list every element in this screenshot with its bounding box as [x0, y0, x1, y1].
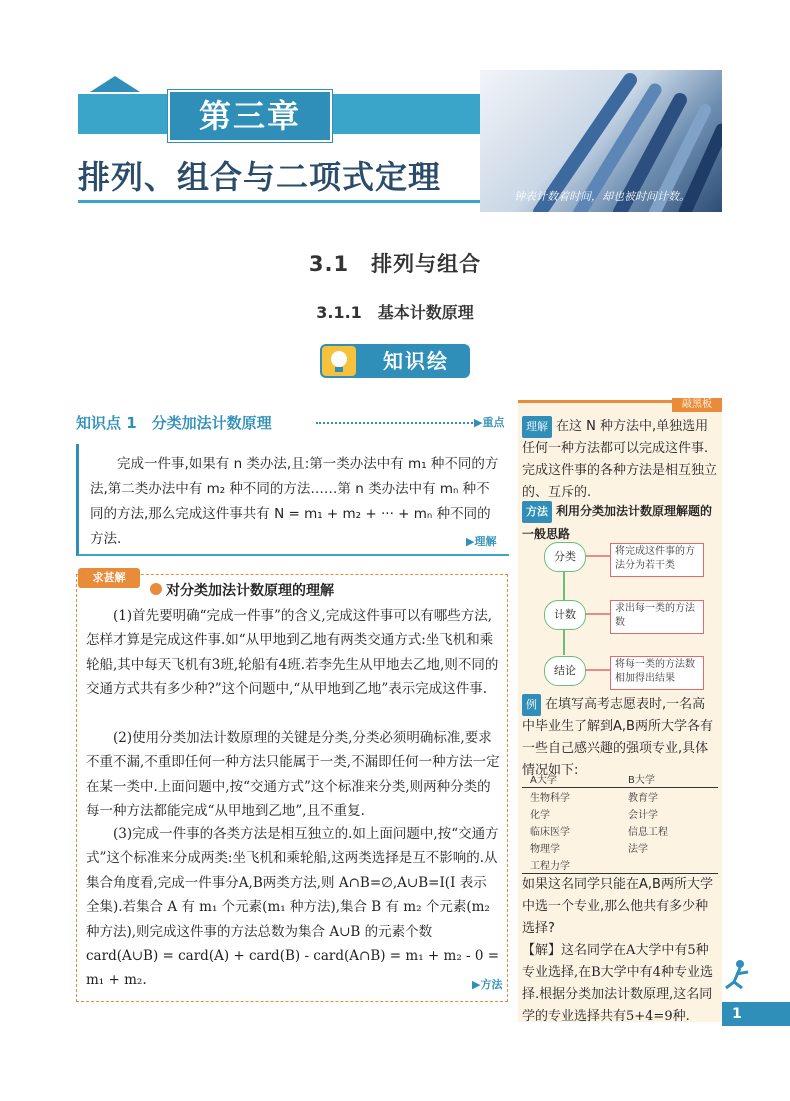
example-solution: 【解】这名同学在A大学中有5种专业选择,在B大学中有4种专业选择.根据分类加法计数原理,这名同学的专业选择共有5+4=9种. [522, 943, 713, 1024]
table-header: B大学 [628, 775, 655, 786]
sidebar-tag: 敲黑板 [672, 398, 722, 412]
explain-label: 求甚解 [78, 568, 140, 588]
table-cell: 教育学 [628, 793, 658, 804]
lightbulb-icon [322, 346, 356, 376]
chapter-label: 第三章 [198, 97, 301, 135]
flow-desc-conclusion: 将每一类的方法数相加得出结果 [610, 656, 704, 690]
knowledge-point-title: 知识点 1 分类加法计数原理 [76, 414, 272, 432]
understand-note [522, 416, 718, 504]
table-cell: 工程力学 [530, 861, 570, 872]
skater-icon [722, 958, 752, 998]
understand-text: 在这 N 种方法中,单独选用任何一种方法都可以完成这件事.完成这件事的各种方法是相互独立的、互斥的. [522, 419, 718, 500]
table-cell [620, 856, 718, 874]
table-header: A大学 [530, 775, 557, 786]
definition-text: 完成一件事,如果有 n 类办法,且:第一类办法中有 m₁ 种不同的方法,第二类办法中有 m₂ 种不同的方法……第 n 类办法中有 mₙ 种不同的方法,那么完成这件事共有 N = m₁ + m₂ + ··· + mₙ 种不同的方法. [90, 456, 499, 547]
table-cell: 临床医学 [530, 827, 570, 838]
method-text: 利用分类加法计数原理解题的一般思路 [522, 504, 713, 541]
example-question: 如果这名同学只能在A,B两所大学中选一个专业,那么他共有多少种选择? [522, 877, 713, 936]
example-chip: 例 [522, 694, 541, 716]
section-title: 3.1 排列与组合 [308, 252, 482, 276]
page-number: 1 [722, 1002, 790, 1026]
photo-caption: 钟表计数着时间，却也被时间计数。 [514, 190, 690, 203]
method-chip: 方法 [522, 501, 552, 523]
table-cell: 会计学 [628, 810, 658, 821]
table-cell: 法学 [628, 844, 648, 855]
table-cell: 信息工程 [628, 827, 668, 838]
badge-label: 知识绘 [383, 349, 449, 373]
flow-node-conclusion: 结论 [544, 656, 586, 686]
explain-paragraph-1: (1)首先要明确“完成一件事”的含义,完成这件事可以有哪些方法,怎样才算是完成这件事.如“从甲地到乙地有两类交通方式:坐飞机和乘轮船,其中每天飞机有3班,轮船有4班.若李先生从甲地去乙地,则不同的交通方式共有多少种?”这个问题中,“从甲地到乙地”表示完成这件事. [86, 608, 499, 698]
table-cell: 化学 [530, 810, 550, 821]
table-cell: 物理学 [530, 844, 560, 855]
explain-title: 对分类加法计数原理的理解 [166, 583, 334, 599]
flow-node-count: 计数 [544, 600, 586, 630]
flow-desc-count: 求出每一类的方法数 [610, 600, 704, 634]
example-note [522, 694, 718, 782]
chapter-title: 排列、组合与二项式定理 [78, 158, 442, 196]
explain-paragraph-3: (3)完成一件事的各类方法是相互独立的.如上面问题中,按“交通方式”这个标准来分成两类:坐飞机和乘轮船,这两类选择是互不影响的.从集合角度看,完成一件事分A,B两类方法,则 A∩B=∅,A∪B=I(I 表示全集).若集合 A 有 m₁ 个元素(m₁ 种方法),集合 B 有 m₂ 个元素(m₂ 种方法),则完成这件事的方法总数为集合 A∪B 的元素个数 card(A∪B) = card(A) + card(B) - card(A∩B) = m₁ + m₂ - 0 = m₁ + m₂. [86, 826, 500, 989]
key-tag: ▶重点 [474, 416, 505, 429]
example-text: 在填写高考志愿表时,一名高中毕业生了解到A,B两所大学各有一些自己感兴趣的强项专业,具体情况如下: [522, 697, 713, 778]
bullet-icon [150, 583, 162, 595]
method-note [522, 500, 718, 545]
understand-tag: ▶理解 [466, 535, 497, 548]
flow-node-classify: 分类 [544, 542, 586, 572]
title-underline [78, 200, 508, 203]
method-tag: ▶方法 [472, 978, 503, 991]
table-cell: 生物科学 [530, 793, 570, 804]
majors-table [522, 770, 718, 874]
understand-chip: 理解 [522, 416, 552, 438]
explain-paragraph-2: (2)使用分类加法计数原理的关键是分类,分类必须明确标准,要求不重不漏,不重即任何一种方法只能属于一类,不漏即任何一种方法一定在某一类中.上面问题中,按“交通方式”这个标准来分类,则两种分类的每一种方法都能完成“从甲地到乙地”,且不重复. [86, 730, 500, 820]
subsection-title: 3.1.1 基本计数原理 [316, 303, 474, 322]
flow-desc-classify: 将完成这件事的方法分为若干类 [610, 543, 704, 577]
dotted-leader [316, 422, 476, 424]
